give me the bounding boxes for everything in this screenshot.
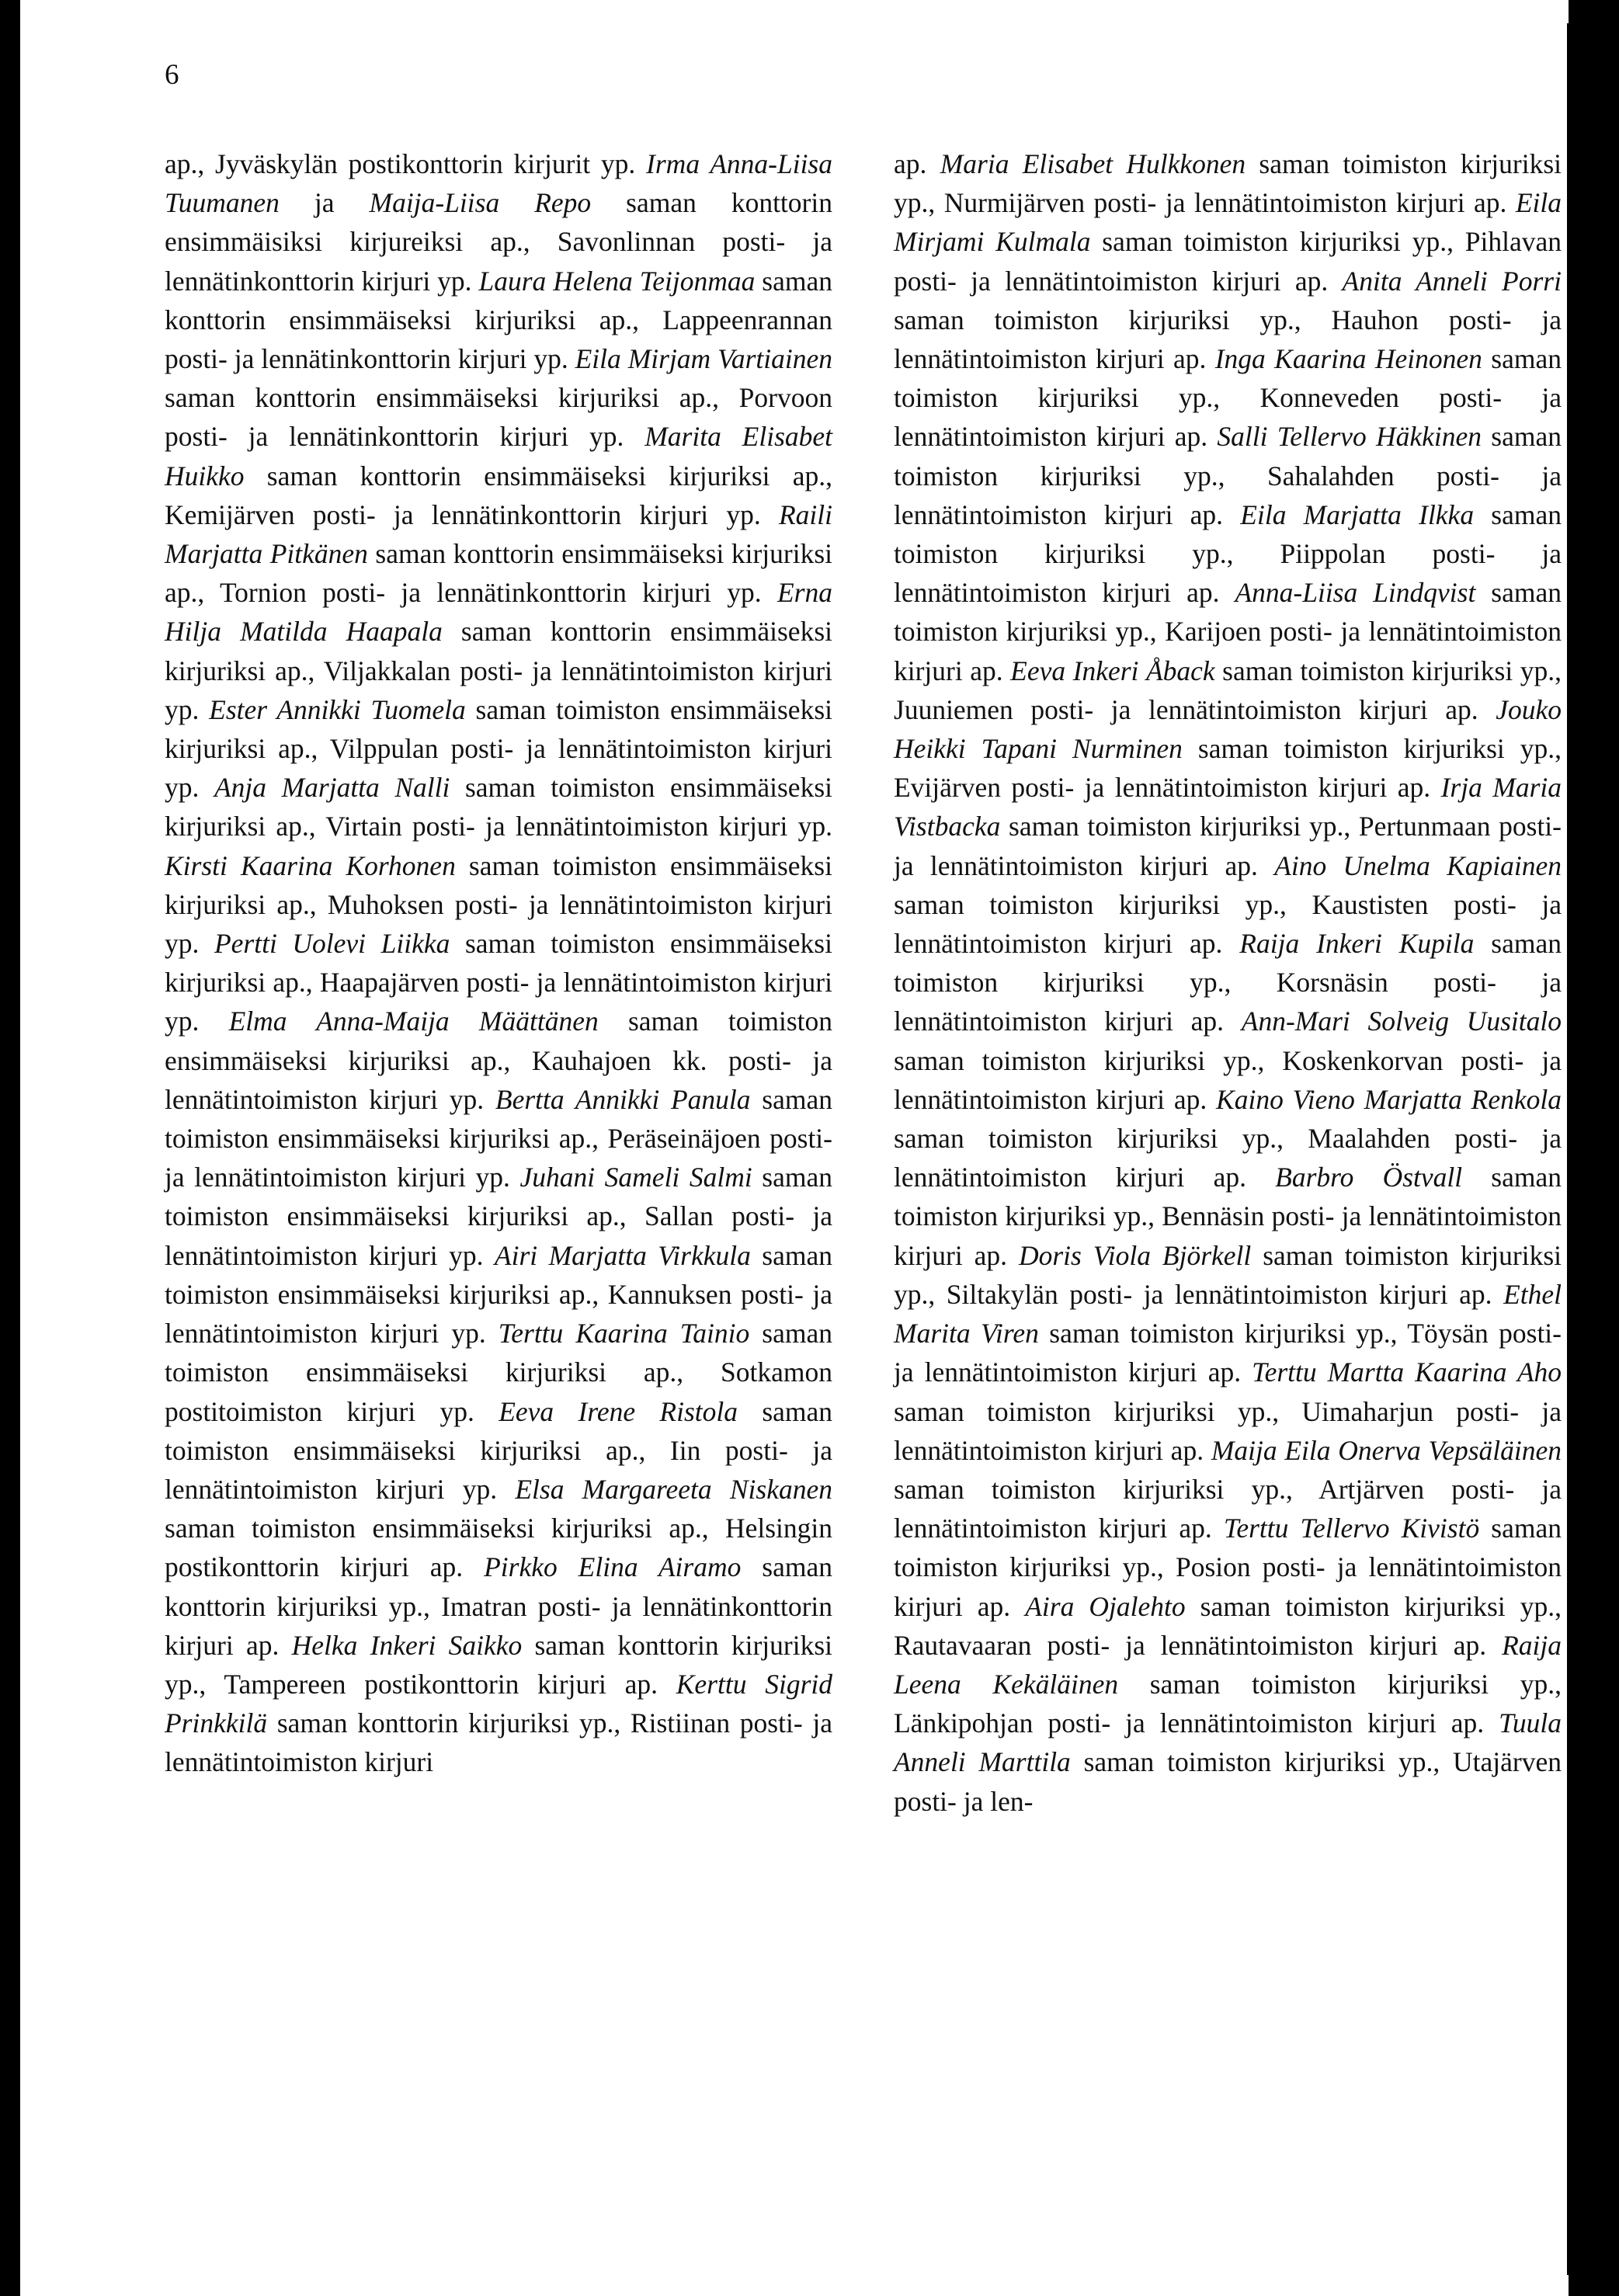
person-name: Doris Viola Björkell <box>1018 1239 1252 1271</box>
body-text-segment: saman toimiston kirjuriksi yp., Töysän posti- ja lennätintoimiston kirjuri ap. <box>894 1318 1562 1388</box>
body-text-segment: saman toimiston kirjuriksi yp., Kaustisten posti- ja lennätintoimiston kirjuri ap. <box>894 888 1562 960</box>
body-text-segment: saman toimiston kirjuriksi yp., Sahalahden posti- ja lennätintoimiston kirjuri ap. <box>894 421 1562 530</box>
body-text-segment: saman toimiston kirjuriksi yp., Artjärven posti- ja lennätintoimiston kirjuri ap. <box>894 1473 1562 1544</box>
body-text-segment: saman toimiston kirjuriksi yp., Länkipohjan posti- ja lennätintoimiston kirjuri ap. <box>894 1668 1562 1739</box>
body-text-segment: saman toimiston kirjuriksi yp., Nurmijärven posti- ja lennätintoimiston kirjuri ap. <box>894 148 1562 219</box>
body-text-segment: saman toimiston kirjuriksi yp., Konneveden posti- ja lennätintoimiston kirjuri ap. <box>894 343 1562 453</box>
person-name: Eila Mirjami Kulmala <box>894 187 1562 258</box>
person-name: Kirsti Kaarina Korhonen <box>165 849 456 881</box>
body-text-segment: saman toimiston kirjuriksi yp., Juuniemen posti- ja lennätintoimiston kirjuri ap. <box>894 655 1562 725</box>
person-name: Airi Marjatta Virkkula <box>494 1239 751 1271</box>
body-text-segment: saman konttorin kirjuriksi yp., Imatran posti- ja lennätinkonttorin kirjuri ap. <box>165 1551 832 1661</box>
person-name: Eila Mirjam Vartiainen <box>575 343 833 375</box>
body-text-segment: saman konttorin ensimmäiseksi kirjuriksi ap., Porvoon posti- ja lennätinkonttorin kirjuri yp. <box>165 382 832 453</box>
body-text-segment: saman konttorin ensimmäiseksi kirjuriksi ap., Lappeenrannan posti- ja lennätinkonttorin kirjuri yp. <box>165 265 832 375</box>
body-text-segment: saman toimiston ensimmäiseksi kirjuriksi ap., Muhoksen posti- ja lennätintoimiston kirjuri yp. <box>165 849 832 960</box>
person-name: Marita Elisabet Huikko <box>165 421 832 492</box>
right-column-text <box>894 144 1562 1821</box>
body-text-segment: saman toimiston kirjuriksi yp., Utajärven posti- ja len- <box>894 1746 1562 1817</box>
person-name: Ethel Marita Viren <box>894 1278 1562 1349</box>
person-name: Terttu Tellervo Kivistö <box>1223 1513 1480 1544</box>
document-page <box>20 0 1569 2296</box>
person-name: Salli Tellervo Häkkinen <box>1217 421 1482 453</box>
person-name: Aira Ojalehto <box>1025 1590 1186 1622</box>
person-name: Kerttu Sigrid Prinkkilä <box>165 1668 832 1739</box>
person-name: Maria Elisabet Hulkkonen <box>940 148 1246 179</box>
body-text-segment: saman toimiston ensimmäiseksi kirjuriksi ap., Iin posti- ja lennätintoimiston kirjuri yp. <box>165 1395 833 1505</box>
body-text-segment: saman konttorin ensimmäiseksi kirjuriksi ap., Tornion posti- ja lennätinkonttorin kirjuri yp. <box>165 538 833 609</box>
person-name: Jouko Heikki Tapani Nurminen <box>894 693 1562 765</box>
body-text-segment: saman toimiston ensimmäiseksi kirjuriksi ap., Sotkamon postitoimiston kirjuri yp. <box>165 1318 832 1427</box>
person-name: Anita Anneli Porri <box>1342 265 1562 297</box>
body-text-segment: saman toimiston ensimmäiseksi kirjuriksi ap., Virtain posti- ja lennätintoimiston kirjuri yp. <box>165 772 832 842</box>
body-text-segment: saman toimiston kirjuriksi yp., Pihlavan posti- ja lennätintoimiston kirjuri ap. <box>894 226 1562 297</box>
person-name: Inga Kaarina Heinonen <box>1214 343 1482 375</box>
body-text-segment: saman konttorin ensimmäiseksi kirjuriksi ap., Viljakkalan posti- ja lennätintoimiston kirjuri yp. <box>165 616 832 725</box>
body-text-segment: saman toimiston kirjuriksi yp., Posion posti- ja lennätintoimiston kirjuri ap. <box>894 1513 1562 1622</box>
body-text-segment: saman toimiston ensimmäiseksi kirjuriksi ap., Peräseinäjoen posti- ja lennätintoimiston kirjuri yp. <box>165 1083 832 1193</box>
body-text-segment: saman toimiston kirjuriksi yp., Koskenkorvan posti- ja lennätintoimiston kirjuri ap. <box>894 1044 1562 1115</box>
body-text-segment: saman toimiston kirjuriksi yp., Hauhon posti- ja lennätintoimiston kirjuri ap. <box>894 304 1562 375</box>
body-text-segment: saman toimiston kirjuriksi yp., Bennäsin posti- ja lennätintoimiston kirjuri ap. <box>894 1162 1562 1271</box>
body-text-segment: saman toimiston ensimmäiseksi kirjuriksi ap., Helsingin postikonttorin kirjuri ap. <box>165 1513 832 1583</box>
body-text-segment: saman toimiston kirjuriksi yp., Uimaharjun posti- ja lennätintoimiston kirjuri ap. <box>894 1395 1562 1466</box>
body-text-segment: saman toimiston ensimmäiseksi kirjuriksi ap., Kauhajoen kk. posti- ja lennätintoimiston kirjuri yp. <box>165 1006 832 1115</box>
body-text-segment: saman konttorin kirjuriksi yp., Ristiinan posti- ja lennätintoimiston kirjuri <box>165 1707 832 1778</box>
person-name: Erna Hilja Matilda Haapala <box>165 577 832 648</box>
scan-edge-bar <box>1567 23 1575 2275</box>
person-name: Bertta Annikki Panula <box>495 1083 751 1115</box>
body-text-segment: saman toimiston ensimmäiseksi kirjuriksi ap., Sallan posti- ja lennätintoimiston kirjuri yp. <box>165 1162 832 1271</box>
body-text-segment: ap., Jyväskylän postikonttorin kirjurit yp. <box>165 148 647 179</box>
person-name: Terttu Martta Kaarina Aho <box>1252 1356 1562 1388</box>
person-name: Raija Inkeri Kupila <box>1239 928 1475 960</box>
person-name: Elma Anna-Maija Määttänen <box>228 1006 599 1037</box>
body-text-segment: saman toimiston ensimmäiseksi kirjuriksi ap., Kannuksen posti- ja lennätintoimiston kirjuri yp. <box>165 1239 832 1349</box>
person-name: Irma Anna-Liisa Tuumanen <box>165 148 832 219</box>
body-text-segment: saman toimiston kirjuriksi yp., Karijoen posti- ja lennätintoimiston kirjuri ap. <box>894 577 1562 686</box>
person-name: Kaino Vieno Marjatta Renkola <box>1216 1083 1562 1115</box>
person-name: Juhani Sameli Salmi <box>519 1162 752 1193</box>
body-text-segment: saman toimiston kirjuriksi yp., Korsnäsin posti- ja lennätintoimiston kirjuri ap. <box>894 928 1562 1037</box>
body-text-segment: saman toimiston kirjuriksi yp., Maalahden posti- ja lennätintoimiston kirjuri ap. <box>894 1123 1562 1193</box>
person-name: Eeva Irene Ristola <box>499 1395 738 1427</box>
page-number: 6 <box>165 59 179 91</box>
person-name: Terttu Kaarina Tainio <box>498 1318 750 1349</box>
person-name: Ann-Mari Solveig Uusitalo <box>1241 1006 1562 1037</box>
body-text-segment: saman toimiston kirjuriksi yp., Pertunmaan posti- ja lennätintoimiston kirjuri ap. <box>894 811 1562 881</box>
body-text-segment: saman konttorin ensimmäisiksi kirjureiksi ap., Savonlinnan posti- ja lennätinkonttorin kirjuri yp. <box>165 187 832 297</box>
body-text-segment: saman toimiston kirjuriksi yp., Evijärven posti- ja lennätintoimiston kirjuri ap. <box>894 733 1562 804</box>
person-name: Anja Marjatta Nalli <box>214 772 450 804</box>
person-name: Helka Inkeri Saikko <box>291 1629 523 1661</box>
body-text-segment: saman toimiston ensimmäiseksi kirjuriksi ap., Haapajärven posti- ja lennätintoimiston kirjuri yp. <box>165 928 832 1037</box>
body-text-segment: saman konttorin kirjuriksi yp., Tampereen postikonttorin kirjuri ap. <box>165 1629 832 1700</box>
body-text-segment: saman toimiston kirjuriksi yp., Siltakylän posti- ja lennätintoimiston kirjuri ap. <box>894 1239 1562 1310</box>
body-text-segment: saman konttorin ensimmäiseksi kirjuriksi ap., Kemijärven posti- ja lennätinkonttorin kirjuri yp. <box>165 460 832 530</box>
person-name: Raija Leena Kekäläinen <box>894 1629 1562 1700</box>
body-text-segment: ja <box>279 187 370 219</box>
person-name: Tuula Anneli Marttila <box>894 1707 1562 1778</box>
person-name: Elsa Margareeta Niskanen <box>515 1473 832 1505</box>
body-text-segment: saman toimiston kirjuriksi yp., Rautavaaran posti- ja lennätintoimiston kirjuri ap. <box>894 1590 1562 1661</box>
person-name: Barbro Östvall <box>1275 1162 1463 1193</box>
person-name: Eila Marjatta Ilkka <box>1240 498 1475 530</box>
person-name: Raili Marjatta Pitkänen <box>165 498 832 570</box>
body-text-segment: saman toimiston ensimmäiseksi kirjuriksi ap., Vilppulan posti- ja lennätintoimiston kirjuri yp. <box>165 693 832 804</box>
person-name: Maija Eila Onerva Vepsäläinen <box>1211 1434 1562 1466</box>
person-name: Pirkko Elina Airamo <box>484 1551 742 1583</box>
person-name: Ester Annikki Tuomela <box>209 693 466 725</box>
person-name: Maija-Liisa Repo <box>369 187 592 219</box>
body-text-segment: ap. <box>894 148 940 179</box>
person-name: Aino Unelma Kapiainen <box>1274 849 1562 881</box>
person-name: Eeva Inkeri Åback <box>1010 655 1215 686</box>
left-column-text <box>165 144 832 1782</box>
person-name: Laura Helena Teijonmaa <box>478 265 756 297</box>
person-name: Irja Maria Vistbacka <box>894 772 1562 842</box>
person-name: Anna-Liisa Lindqvist <box>1235 577 1476 609</box>
person-name: Pertti Uolevi Liikka <box>214 928 450 960</box>
body-text-segment: saman toimiston kirjuriksi yp., Piippolan posti- ja lennätintoimiston kirjuri ap. <box>894 498 1562 609</box>
